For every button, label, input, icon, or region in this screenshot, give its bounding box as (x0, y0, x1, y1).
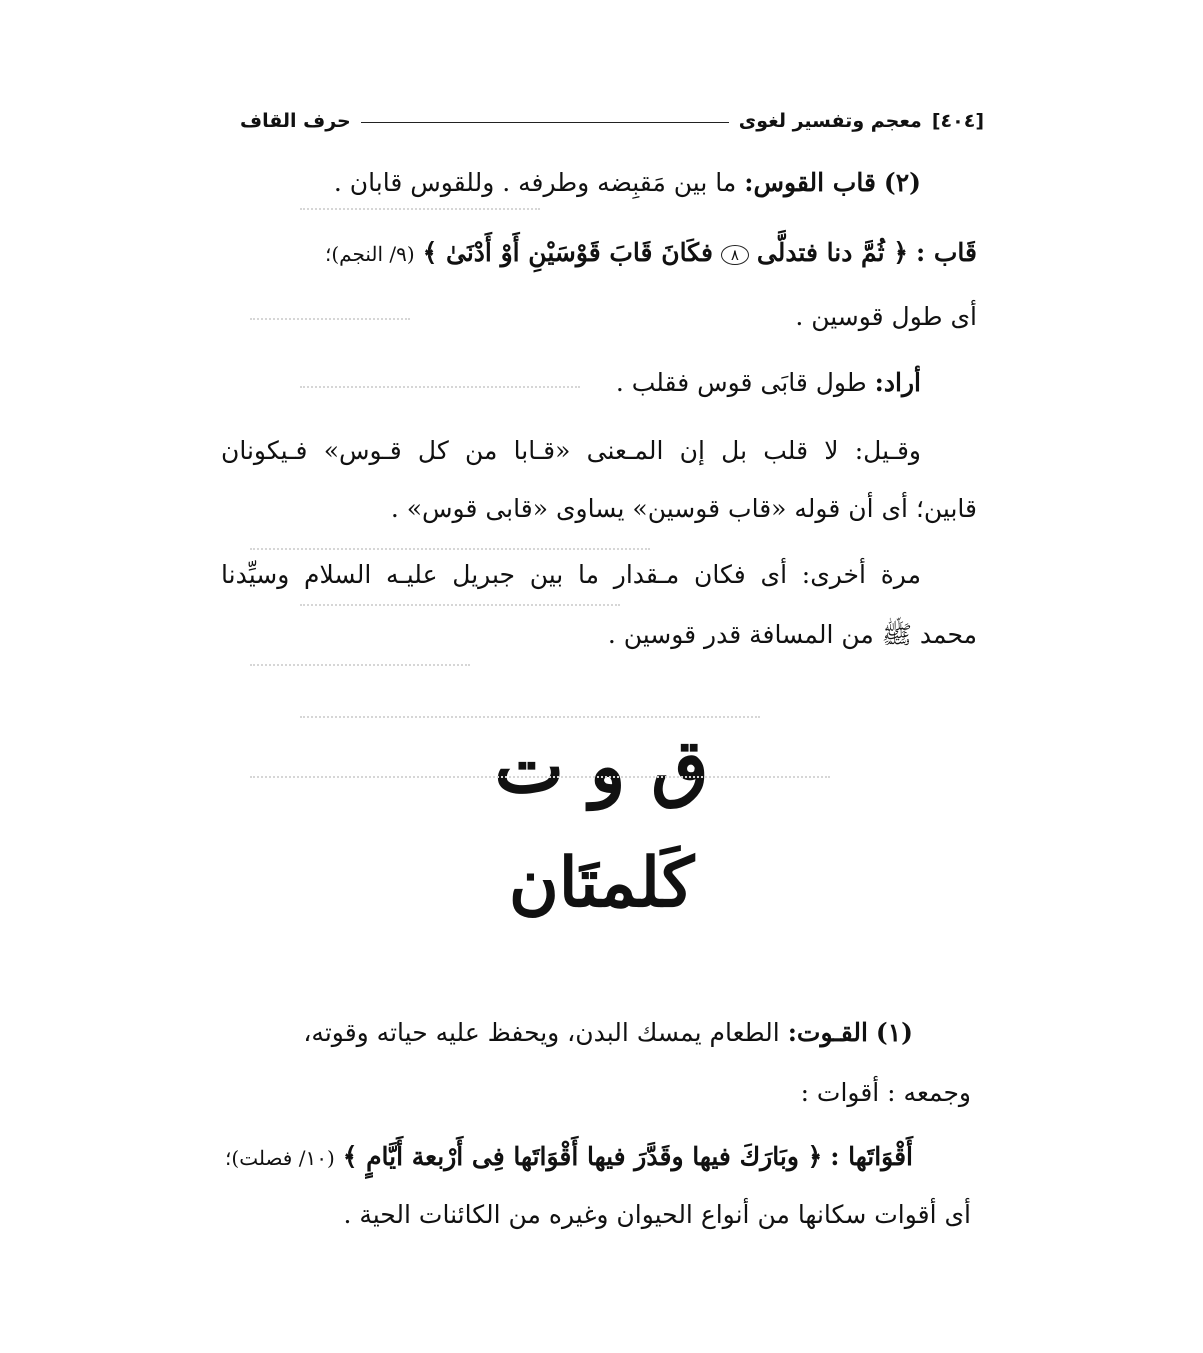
entry-term: أراد: (874, 368, 921, 397)
verse-quote-cont: فكَانَ قَابَ قَوْسَيْنِ أَوْ أَدْنَىٰ ﴾ (422, 238, 713, 267)
scan-noise (250, 664, 470, 672)
entry-qut-definition (303, 1016, 913, 1050)
verse-quote: ﴿ وبَارَكَ فيها وقَدَّرَ فيها أَقْوَاتَها فِى أَرْبعة أَيَّامٍ ﴾ (342, 1142, 823, 1171)
entry-qut-plural: وجمعه : أقوات : (800, 1078, 971, 1107)
entry-term: قاب القوس: (744, 168, 876, 197)
entry-marra-line2: محمد ﷺ من المسافة قدر قوسين . (607, 620, 977, 649)
running-header (240, 106, 984, 136)
verse-number: ٨ (721, 245, 749, 265)
verse-reference: (٩/ النجم)؛ (324, 242, 415, 266)
entry-number: (٢) (883, 168, 921, 197)
scan-noise (300, 386, 580, 394)
entry-qab-definition (334, 166, 921, 200)
entry-qil-line2: قابين؛ أى أن قوله «قاب قوسين» يساوى «قابى قوس» . (390, 494, 977, 523)
scan-noise (250, 548, 650, 556)
verse-reference: (١٠/ فصلت)؛ (225, 1146, 335, 1170)
entry-aqwat-meaning: أى أقوات سكانها من أنواع الحيوان وغيره من الكائنات الحية . (343, 1200, 971, 1229)
entry-qab-verse (325, 236, 977, 271)
entry-text: طول قابَى قوس فقلب . (615, 368, 867, 397)
verse-word: قَاب : (915, 238, 977, 267)
header-rule (361, 122, 729, 123)
entry-aqwat-verse (225, 1140, 913, 1175)
scan-noise (300, 604, 620, 612)
scan-noise (300, 208, 540, 216)
entry-text: الطعام يمسك البدن، ويحفظ عليه حياته وقوته، (303, 1018, 780, 1047)
verse-word: أَقْوَاتَها : (830, 1142, 913, 1171)
entry-qil-line1: وقـيل: لا قلب بل إن المـعنى «قـابا من كل قـوس» فـيكونان (221, 436, 921, 465)
word-count-heading: كَلمتَان (508, 843, 695, 923)
scan-noise (250, 776, 830, 784)
book-title: معجم وتفسير لغوى (738, 110, 922, 132)
section-title: حرف القاف (240, 110, 351, 132)
scan-noise (250, 318, 410, 326)
entry-marra-line1: مرة أخرى: أى فكان مـقدار ما بين جبريل عليـه السلام وسيِّدنا (221, 560, 921, 589)
verse-quote: ﴿ ثُمَّ دنا فتدلَّى (756, 238, 908, 267)
entry-text: ما بين مَقبِضه وطرفه . وللقوس قابان . (333, 168, 737, 197)
page-number: [٤٠٤] (931, 110, 984, 132)
entry-number: (١) (875, 1018, 913, 1047)
entry-qab-meaning: أى طول قوسين . (795, 302, 977, 331)
root-heading: ق و ت (494, 724, 709, 810)
entry-term: القـوت: (787, 1018, 868, 1047)
scan-noise (300, 716, 760, 724)
entry-arad (616, 366, 921, 400)
